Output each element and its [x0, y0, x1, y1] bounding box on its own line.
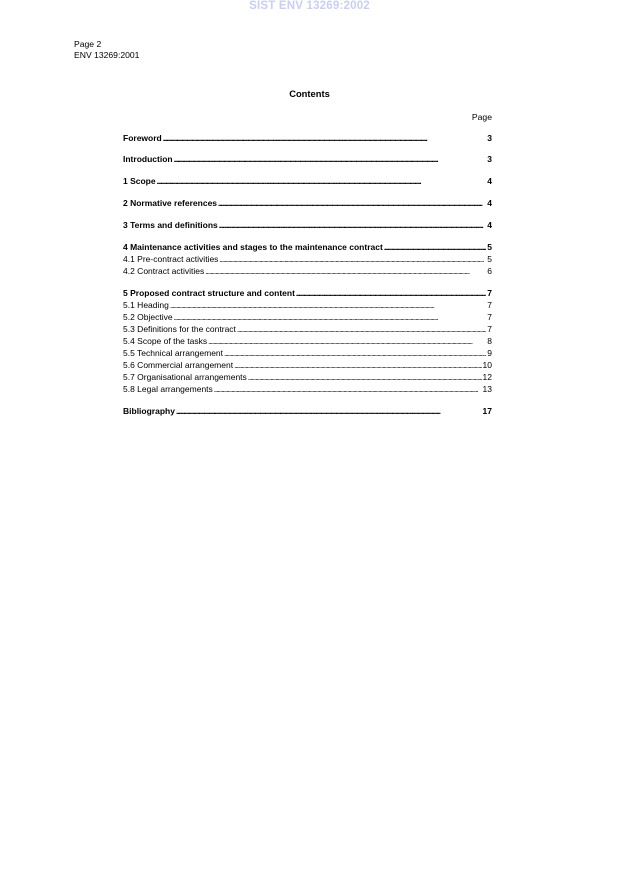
dot-leader — [384, 242, 486, 252]
dot-leader — [234, 360, 481, 370]
toc-entry-title: 5.5 Technical arrangement — [123, 348, 224, 358]
toc-entry-page: 17 — [482, 406, 492, 416]
toc-entry[interactable] — [123, 220, 492, 232]
dot-leader — [237, 324, 486, 334]
toc-entry[interactable] — [123, 154, 492, 166]
toc-entry[interactable] — [123, 324, 492, 336]
toc-entry[interactable] — [123, 176, 492, 188]
toc-entry-page: 4 — [487, 198, 492, 208]
toc-entry-page: 3 — [487, 154, 492, 164]
watermark: SIST ENV 13269:2002 — [249, 0, 370, 12]
toc-entry-page: 7 — [487, 324, 492, 334]
toc-entry-title: 4.1 Pre-contract activities — [123, 254, 219, 264]
toc-entry-page: 9 — [487, 348, 492, 358]
dot-leader — [157, 176, 487, 186]
toc-entry-page: 4 — [487, 176, 492, 186]
toc-entry-page: 4 — [487, 220, 492, 230]
toc-entry-title: Foreword — [123, 133, 162, 143]
toc-entry[interactable] — [123, 254, 492, 266]
toc-entry-page: 13 — [482, 384, 492, 394]
toc-entry[interactable] — [123, 133, 492, 145]
dot-leader — [248, 372, 482, 382]
toc-entry-page: 6 — [487, 266, 492, 276]
toc-entry-title: 5.3 Definitions for the contract — [123, 324, 236, 334]
toc-entry-title: 4.2 Contract activities — [123, 266, 205, 276]
dot-leader — [208, 336, 486, 346]
toc-entry-page: 7 — [487, 312, 492, 322]
toc-entry-title: 1 Scope — [123, 176, 156, 186]
dot-leader — [176, 406, 482, 416]
dot-leader — [219, 220, 486, 230]
dot-leader — [174, 312, 487, 322]
toc-entry-page: 8 — [487, 336, 492, 346]
toc-entry-title: 3 Terms and definitions — [123, 220, 218, 230]
toc-entry-title: 5.8 Legal arrangements — [123, 384, 213, 394]
toc-entry-page: 5 — [487, 254, 492, 264]
toc-entry[interactable] — [123, 360, 492, 372]
toc-entry[interactable] — [123, 266, 492, 278]
contents-title: Contents — [289, 88, 330, 99]
dot-leader — [174, 154, 487, 164]
standard-id: ENV 13269:2001 — [74, 50, 140, 60]
toc-entry[interactable] — [123, 288, 492, 300]
toc-entry-page: 12 — [482, 372, 492, 382]
toc-entry-page: 7 — [487, 288, 492, 298]
toc-entry-page: 5 — [487, 242, 492, 252]
toc-entry[interactable] — [123, 312, 492, 324]
toc-entry-page: 10 — [482, 360, 492, 370]
toc-entry[interactable] — [123, 242, 492, 254]
page-column-label: Page — [471, 112, 492, 122]
dot-leader — [218, 198, 486, 208]
toc-entry-page: 3 — [487, 133, 492, 143]
toc-entry[interactable] — [123, 198, 492, 210]
toc-entry-title: Bibliography — [123, 406, 175, 416]
toc-entry-title: 2 Normative references — [123, 198, 218, 208]
toc-entry-title: 5.2 Objective — [123, 312, 173, 322]
dot-leader — [214, 384, 482, 394]
toc-entry-title: 5.4 Scope of the tasks — [123, 336, 208, 346]
toc-entry-title: 5.6 Commercial arrangement — [123, 360, 234, 370]
page-header — [74, 39, 139, 61]
toc-entry[interactable] — [123, 336, 492, 348]
toc-entry-title: 5.7 Organisational arrangements — [123, 372, 247, 382]
dot-leader — [205, 266, 486, 276]
toc-entry-page: 7 — [487, 300, 492, 310]
toc-entry[interactable] — [123, 348, 492, 360]
toc-entry[interactable] — [123, 406, 492, 418]
dot-leader — [296, 288, 486, 298]
toc-entry[interactable] — [123, 384, 492, 396]
toc-entry[interactable] — [123, 300, 492, 312]
toc-entry-title: 5.1 Heading — [123, 300, 169, 310]
dot-leader — [224, 348, 486, 358]
toc-entry-title: 5 Proposed contract structure and content — [123, 288, 295, 298]
toc-entry[interactable] — [123, 372, 492, 384]
dot-leader — [219, 254, 486, 264]
dot-leader — [170, 300, 486, 310]
dot-leader — [163, 133, 487, 143]
toc-entry-title: 4 Maintenance activities and stages to the maintenance contract — [123, 242, 383, 252]
page-number: Page 2 — [74, 39, 102, 49]
toc-entry-title: Introduction — [123, 154, 173, 164]
